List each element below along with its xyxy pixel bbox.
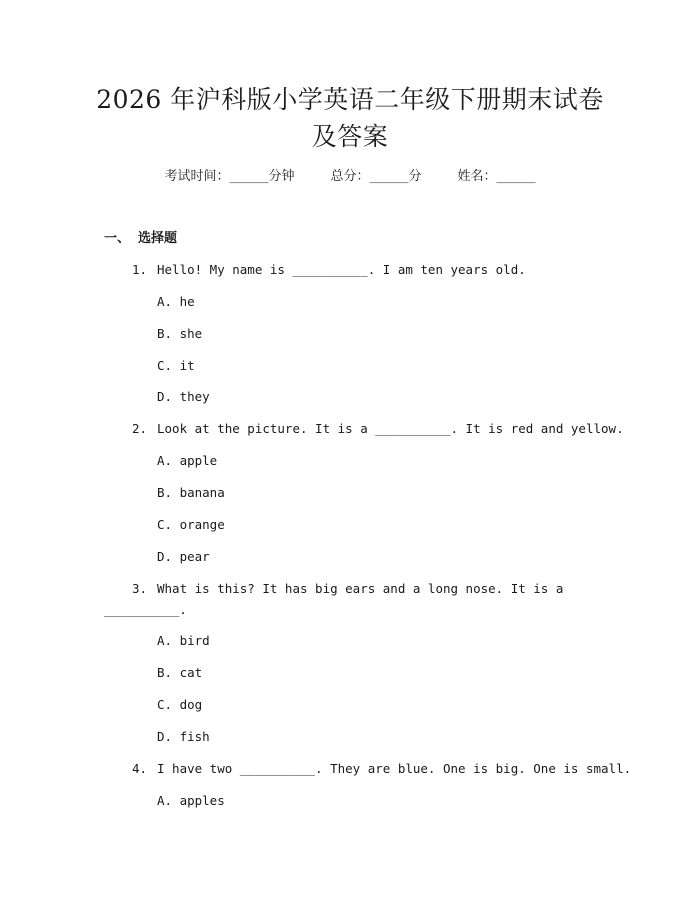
question-text: What is this? It has big ears and a long nose. It is a — [157, 581, 564, 596]
answer-option: C. orange — [157, 517, 225, 532]
question-number: 3. — [132, 581, 148, 596]
question-text: Look at the picture. It is a __________. It is red and yellow. — [157, 421, 624, 436]
question-number: 1. — [132, 262, 148, 277]
answer-option: A. he — [157, 294, 195, 309]
section-heading — [104, 230, 177, 248]
student-name-field: 姓名：______ — [457, 169, 536, 184]
answer-option: D. pear — [157, 549, 210, 564]
answer-option: A. apple — [157, 453, 218, 468]
answer-option: A. apples — [157, 793, 225, 808]
answer-option: D. fish — [157, 729, 210, 744]
answer-option: B. cat — [157, 665, 203, 680]
question-text: I have two __________. They are blue. One is big. One is small. — [157, 761, 632, 776]
section-title: 选择题 — [138, 231, 178, 246]
total-score-field: 总分：______分 — [330, 169, 422, 184]
exam-time-field: 考试时间：______分钟 — [164, 169, 295, 184]
question-text: Hello! My name is __________. I am ten years old. — [157, 262, 526, 277]
answer-option: C. it — [157, 358, 195, 373]
exam-info-line — [0, 168, 700, 186]
page-title: 2026 年沪科版小学英语二年级下册期末试卷 — [96, 85, 604, 114]
question-number: 4. — [132, 761, 148, 776]
answer-option: B. banana — [157, 485, 225, 500]
question-number: 2. — [132, 421, 148, 436]
answer-option: D. they — [157, 389, 210, 404]
answer-option: B. she — [157, 326, 203, 341]
page-title-continued: 及答案 — [311, 122, 389, 151]
answer-option: A. bird — [157, 633, 210, 648]
answer-option: C. dog — [157, 697, 203, 712]
section-number: 一、 — [104, 231, 131, 246]
question-text-continued: __________. — [104, 602, 187, 617]
